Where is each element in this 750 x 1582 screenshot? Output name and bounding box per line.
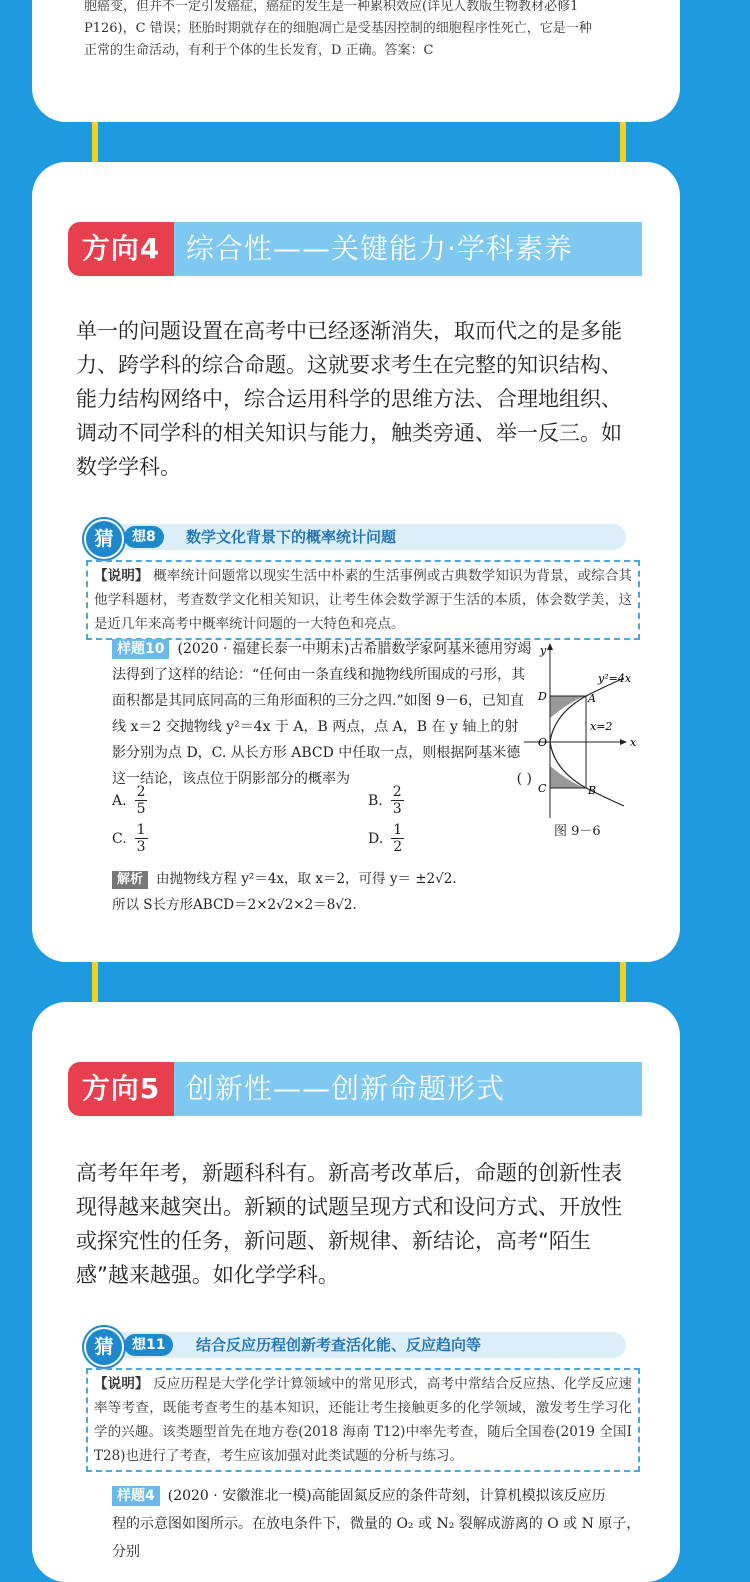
- figure-caption: 图 9－6: [554, 824, 601, 839]
- note-text: 概率统计问题常以现实生活中朴素的生活事例或古典数学知识为背景，或综合其他学科题材，考查数学文化相关知识，让考生体会数学源于生活的本质，体会数学美，这是近几年来高考中概率统计问题的一大特色和亮点。: [94, 568, 633, 632]
- fraction-denominator: 3: [136, 839, 146, 855]
- option-letter: C.: [112, 830, 127, 847]
- guess-badge: 猜: [84, 519, 124, 559]
- parabola-diagram: [520, 640, 650, 840]
- analysis-line-1: [112, 866, 632, 892]
- option-c[interactable]: [112, 822, 148, 855]
- figure-9-6: [520, 640, 650, 840]
- sample-10-question: [112, 636, 532, 792]
- fig-label-b: B: [588, 784, 597, 797]
- fraction-numerator: 1: [136, 822, 146, 838]
- previous-answer-line: 正常的生命活动，有利于个体的生长发育，D 正确。答案：C: [84, 43, 434, 58]
- fig-label-o: O: [538, 736, 548, 749]
- guess-label: 想8: [124, 526, 164, 548]
- fig-label-x: x: [630, 736, 637, 749]
- fraction-numerator: 2: [392, 784, 402, 800]
- sample-4-line-2: 程的示意图如图所示。在放电条件下，微量的 O₂ 或 N₂ 裂解成游离的 O 或 N 原子，分别: [112, 1516, 641, 1560]
- analysis-text: 由抛物线方程 y²＝4x，取 x＝2，可得 y＝ ±2√2.: [156, 871, 457, 887]
- sample-4-question: [112, 1482, 642, 1566]
- section-4-tag: 方向4: [68, 222, 174, 276]
- section-5-tag: 方向5: [68, 1062, 174, 1116]
- sample-tag: 样题10: [112, 639, 169, 659]
- option-b[interactable]: [368, 784, 404, 817]
- option-letter: D.: [368, 830, 384, 847]
- connector-left-1: [92, 122, 98, 164]
- analysis-line-2: 所以 S长方形ABCD＝2×2√2×2＝8√2.: [112, 897, 357, 913]
- note-box: [86, 560, 640, 640]
- previous-answer-text: [84, 0, 654, 62]
- connector-right-1: [620, 122, 626, 164]
- sample-4-text: (2020 · 安徽淮北一模)高能固氮反应的条件苛刻，计算机模拟该反应历: [167, 1488, 606, 1504]
- previous-answer-card: [32, 0, 680, 122]
- section-5-card: [32, 1002, 680, 1582]
- option-fraction: [391, 822, 404, 855]
- fraction-denominator: 5: [136, 801, 146, 817]
- section-5-title: 创新性——创新命题形式: [174, 1062, 642, 1116]
- section-4-header: [68, 222, 642, 276]
- fig-label-d: D: [538, 690, 547, 703]
- section-4-intro: 单一的问题设置在高考中已经逐渐消失，取而代之的是多能力、跨学科的综合命题。这就要求考生在完整的知识结构、能力结构网络中，综合运用科学的思维方法、合理地组织、调动不同学科的相关知识与能力，触类旁通、举一反三。如数学学科。: [76, 319, 622, 479]
- option-a[interactable]: [112, 784, 147, 817]
- previous-answer-line: P126)，C 错误；胚胎时期就存在的细胞凋亡是受基因控制的细胞程序性死亡，它是一种: [84, 21, 592, 36]
- analysis-block: [112, 866, 632, 918]
- option-letter: A.: [112, 792, 127, 809]
- fraction-denominator: 3: [392, 801, 402, 817]
- note-label: 【说明】: [94, 568, 149, 584]
- section-4-card: [32, 162, 680, 962]
- note-box: [86, 1368, 640, 1472]
- fig-label-y: y: [540, 644, 547, 657]
- fig-label-eq: y²=4x: [598, 672, 632, 685]
- sample-10-text: [112, 636, 532, 792]
- option-letter: B.: [368, 792, 383, 809]
- option-fraction: [135, 822, 148, 855]
- section-5-intro: 高考年年考，新题科科有。新高考改革后，命题的创新性表现得越来越突出。新颖的试题呈现方式和设问方式、开放性或探究性的任务，新问题、新规律、新结论，高考“陌生感”越来越强。如化学学科。: [76, 1161, 622, 1287]
- section-4-title: 综合性——关键能力·学科素养: [174, 222, 642, 276]
- guess-title: 结合反应历程创新考查活化能、反应趋向等: [196, 1336, 482, 1354]
- fraction-numerator: 2: [136, 784, 146, 800]
- option-fraction: [135, 784, 148, 817]
- fraction-numerator: 1: [393, 822, 403, 838]
- option-d[interactable]: [368, 822, 404, 855]
- guess-badge: 猜: [84, 1327, 124, 1367]
- sample-tag: 样题4: [112, 1486, 160, 1506]
- guess-11-bar: [86, 1332, 626, 1358]
- fig-label-line: x=2: [590, 720, 613, 733]
- guess-8-bar: [86, 524, 626, 550]
- answer-blank: ( ): [516, 771, 532, 787]
- analysis-tag: 解析: [112, 871, 148, 889]
- note-text: 反应历程是大学化学计算领域中的常见形式，高考中常结合反应热、化学反应速率等考查，既能考查考生的基本知识，还能让考生接触更多的化学领域，激发考生学习化学的兴趣。该类题型首先在地方卷(2018 海南 T12)中率先考查，随后全国卷(2019 全国Ⅰ T28)也进行了考查，考生应该加强对此类试题的分析与练习。: [94, 1376, 633, 1464]
- connector-left-2: [92, 962, 98, 1004]
- option-fraction: [391, 784, 404, 817]
- fig-label-c: C: [538, 782, 547, 795]
- connector-right-2: [620, 962, 626, 1004]
- guess-title: 数学文化背景下的概率统计问题: [186, 528, 397, 546]
- previous-answer-line: 胞癌变，但并不一定引发癌症，癌症的发生是一种累积效应(详见人教版生物教材必修1: [84, 0, 579, 14]
- note-label: 【说明】: [94, 1376, 149, 1392]
- section-5-header: [68, 1062, 642, 1116]
- sample-10-body: (2020 · 福建长泰一中期末)古希腊数学家阿基米德用穷竭法得到了这样的结论：“任何由一条直线和抛物线所围成的弓形，其面积都是其同底同高的三角形面积的三分之四.”如图 9－6，已知直线 x＝2 交抛物线 y²＝4x 于 A，B 两点，点 A，B 在 y 轴上的射影分别为点 D，C. 从长方形 ABCD 中任取一点，则根据阿基米德这一结论，该点位于阴影部分的概率为: [112, 641, 532, 787]
- sample-4-line-1: [112, 1482, 642, 1510]
- guess-label: 想11: [124, 1334, 173, 1356]
- fraction-denominator: 2: [393, 839, 403, 855]
- fig-label-a: A: [588, 692, 596, 705]
